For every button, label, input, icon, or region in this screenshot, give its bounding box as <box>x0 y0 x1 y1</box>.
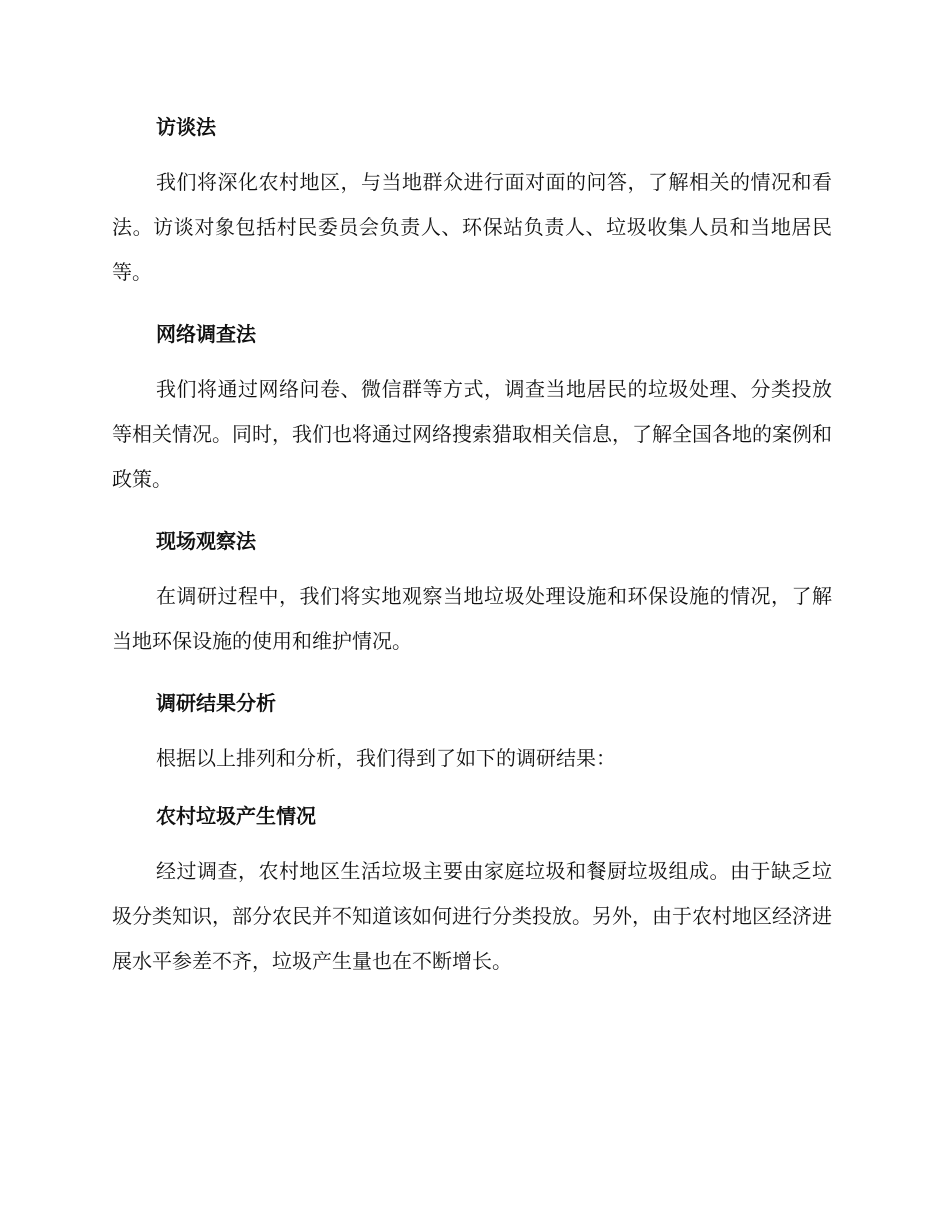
section-paragraph-field-observation: 在调研过程中，我们将实地观察当地垃圾处理设施和环保设施的情况，了解当地环保设施的使用和维护情况。 <box>112 584 832 653</box>
section-paragraph-interview: 我们将深化农村地区，与当地群众进行面对面的问答，了解相关的情况和看法。访谈对象包括村民委员会负责人、环保站负责人、垃圾收集人员和当地居民等。 <box>112 170 832 284</box>
section-heading-online-survey: 网络调查法 <box>156 322 256 346</box>
section-heading-result-analysis: 调研结果分析 <box>156 691 276 715</box>
section-heading-field-observation: 现场观察法 <box>156 529 256 553</box>
section-heading-rural-waste: 农村垃圾产生情况 <box>156 804 316 828</box>
section-heading-interview: 访谈法 <box>156 115 216 139</box>
section-paragraph-rural-waste: 经过调查，农村地区生活垃圾主要由家庭垃圾和餐厨垃圾组成。由于缺乏垃圾分类知识，部分农民并不知道该如何进行分类投放。另外，由于农村地区经济进展水平参差不齐，垃圾产生量也在不断增长。 <box>112 859 832 973</box>
section-paragraph-result-analysis: 根据以上排列和分析，我们得到了如下的调研结果： <box>156 746 616 770</box>
document-page <box>112 108 832 1004</box>
section-paragraph-online-survey: 我们将通过网络问卷、微信群等方式，调查当地居民的垃圾处理、分类投放等相关情况。同时，我们也将通过网络搜索猎取相关信息，了解全国各地的案例和政策。 <box>112 377 832 491</box>
